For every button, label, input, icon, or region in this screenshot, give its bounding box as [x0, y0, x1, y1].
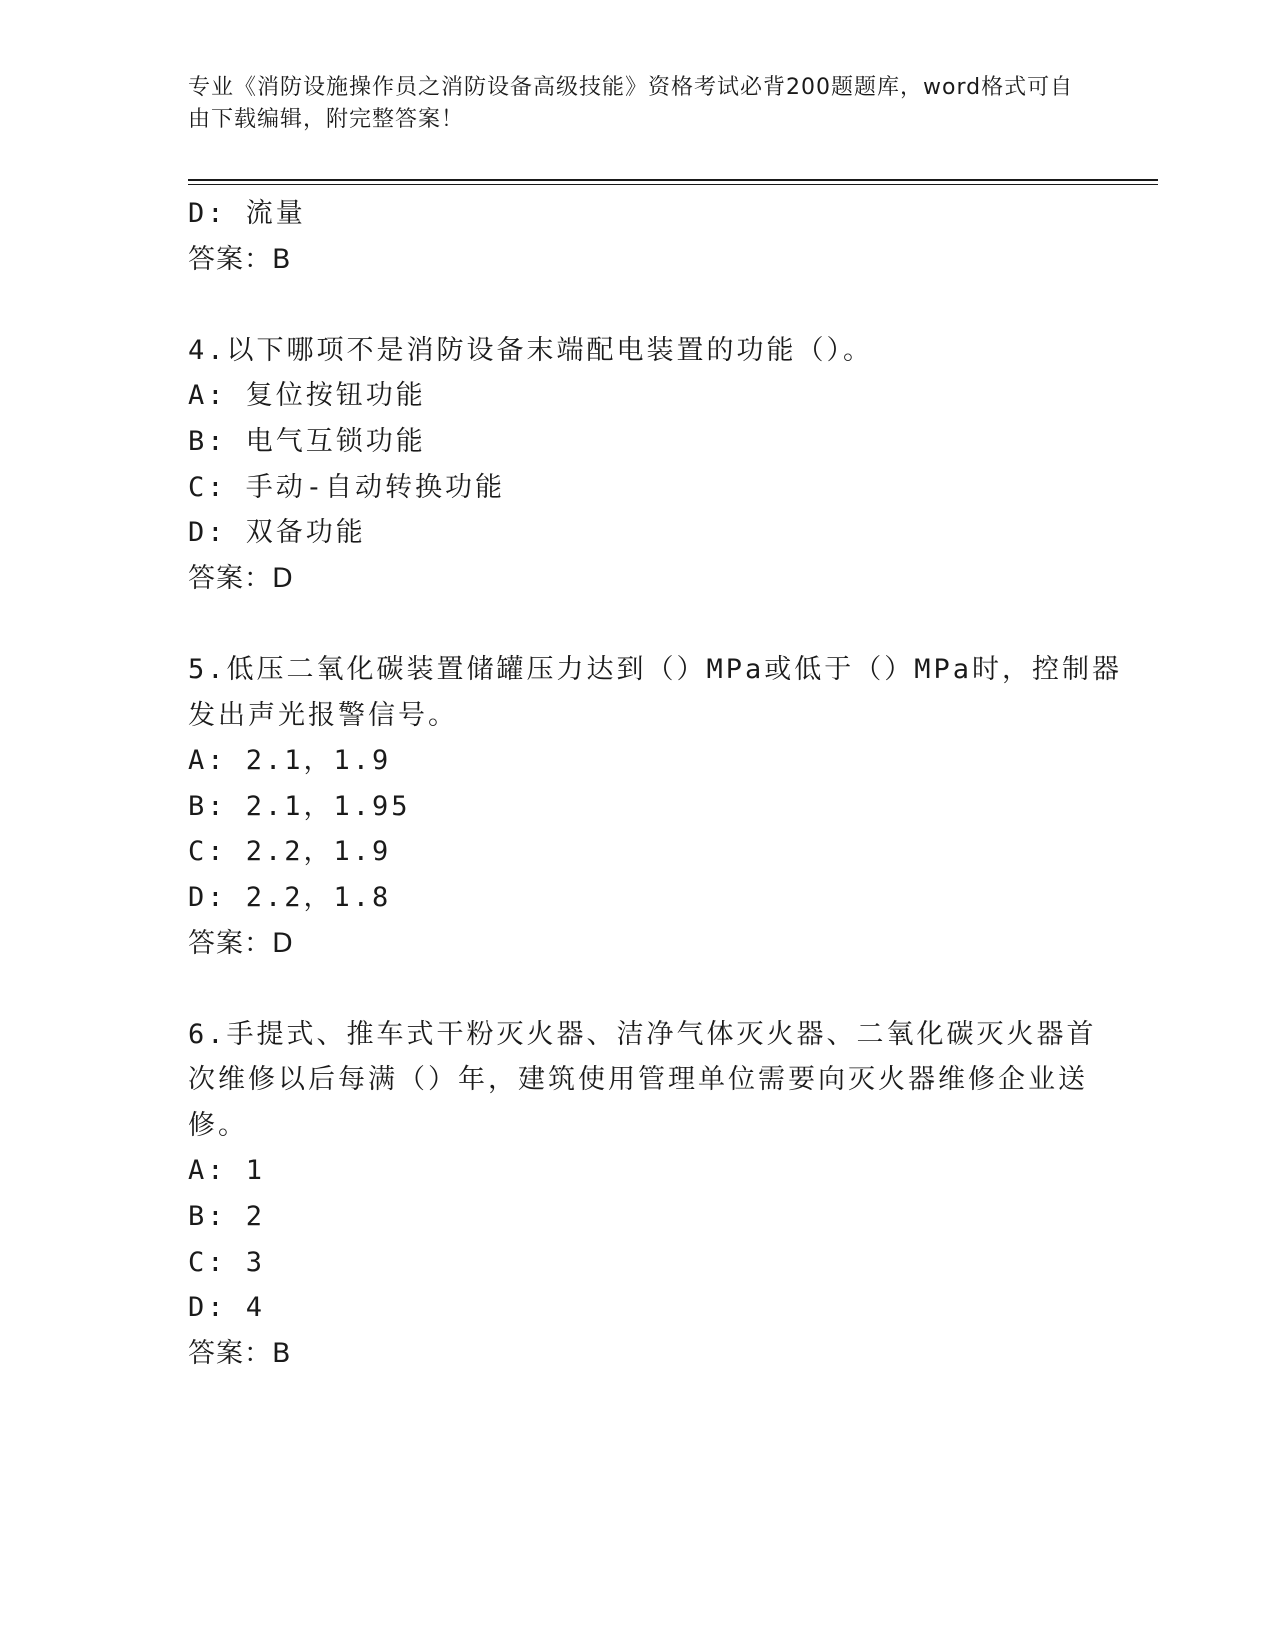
option-c: C: 3 [188, 1246, 266, 1278]
header-rule-thin [188, 184, 1158, 185]
question-stem [188, 328, 1088, 374]
question-stem [188, 1012, 1097, 1149]
option-a: A: 1 [188, 1155, 266, 1187]
option-a: A: 2.1，1.9 [188, 745, 392, 777]
stem-line: 发出声光报警信号。 [188, 699, 458, 731]
answer-line: 答案：B [188, 1337, 292, 1369]
question-stem [188, 647, 1123, 738]
stem-line: 次维修以后每满（）年，建筑使用管理单位需要向灭火器维修企业送 [188, 1064, 1088, 1096]
stem-line: 修。 [188, 1109, 248, 1141]
option-c: C: 手动-自动转换功能 [188, 471, 506, 503]
option-d: D: 4 [188, 1292, 266, 1324]
answer-line: 答案：D [188, 927, 294, 959]
answer-line: 答案：D [188, 562, 294, 594]
option-d: D: 2.2，1.8 [188, 881, 392, 913]
header-rule-thick [188, 179, 1158, 181]
question-list [188, 191, 1123, 1376]
option-b: B: 2.1，1.95 [188, 790, 411, 822]
answer-line: 答案：B [188, 243, 292, 275]
option-d: D: 双备功能 [188, 517, 366, 549]
option-b: B: 2 [188, 1201, 266, 1233]
option-a: A: 复位按钮功能 [188, 380, 426, 412]
option-b: B: 电气互锁功能 [188, 425, 426, 457]
option-c: C: 2.2，1.9 [188, 836, 392, 868]
stem-line: 5.低压二氧化碳装置储罐压力达到（）MPa或低于（）MPa时，控制器 [188, 653, 1123, 685]
document-header: 专业《消防设施操作员之消防设备高级技能》资格考试必背200题题库，word格式可自由下载编辑，附完整答案！ [188, 75, 1074, 132]
stem-line: 6.手提式、推车式干粉灭火器、洁净气体灭火器、二氧化碳灭火器首 [188, 1018, 1097, 1050]
stem-line: 4.以下哪项不是消防设备末端配电装置的功能（）。 [188, 334, 874, 366]
option-d: D: 流量 [188, 198, 306, 229]
question-5 [188, 647, 1123, 966]
question-6 [188, 1012, 1097, 1377]
question-4 [188, 328, 1088, 602]
